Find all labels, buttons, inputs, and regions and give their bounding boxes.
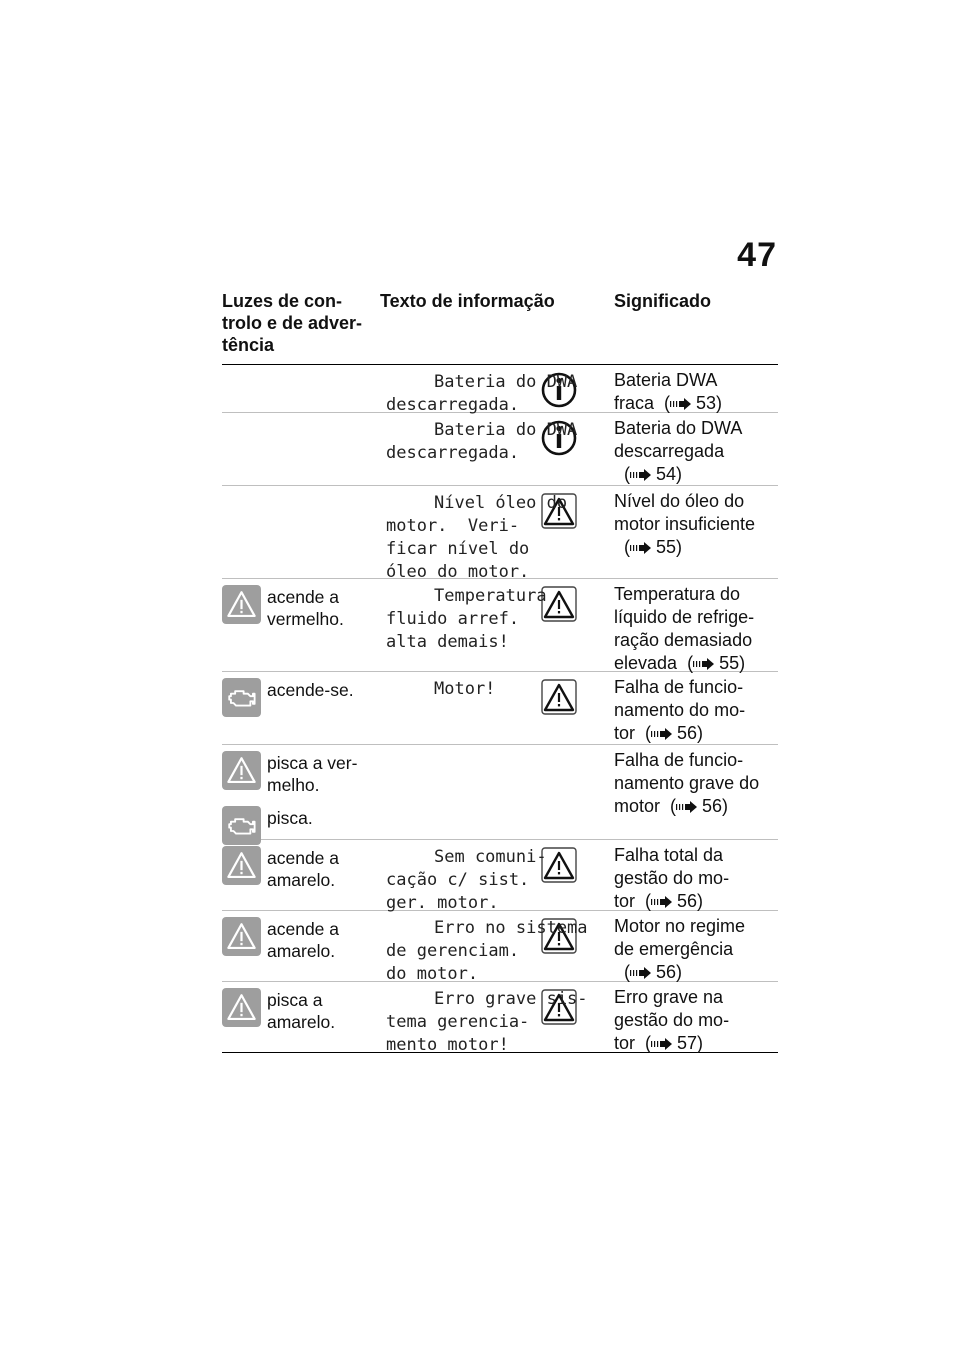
lamp-cell [222,840,380,910]
page-reference-arrow-icon [651,896,673,908]
info-text-cell [380,486,614,582]
page-reference-arrow-icon [630,967,652,979]
page-reference-number: 56) [656,962,683,982]
header-info-text: Texto de informação [380,291,555,311]
lamp-status-text: pisca a ver- melho. [267,753,358,795]
page-reference-number: 56) [702,796,729,816]
meaning-cell [614,579,778,671]
page-reference[interactable]: ( 56) [660,796,729,816]
meaning-text: Bateria DWA fraca [614,370,718,413]
info-text-cell [380,579,614,671]
meaning-text: Nível do óleo do motor insuficiente [614,491,756,534]
lamp-entry [222,982,380,1033]
page-reference-number: 57) [677,1033,704,1053]
table-row [222,579,778,672]
meaning-cell [614,365,778,412]
warning-lights-table [222,290,778,1053]
meaning-cell [614,911,778,981]
table-body [222,365,778,1053]
table-row [222,672,778,745]
lamp-cell [222,413,380,485]
info-text-cell [380,745,614,839]
table-row [222,911,778,982]
warning-lamp-icon [222,988,261,1027]
engine-lamp-icon [222,678,261,717]
warning-lamp-icon [222,585,261,624]
page-reference-number: 56) [677,723,704,743]
table-row [222,365,778,413]
info-text-cell [380,840,614,913]
info-message: Nível óleo do motor. Veri- ficar nível do óleo do motor. [386,493,568,582]
lamp-cell [222,672,380,744]
meaning-cell [614,486,778,578]
page-reference[interactable]: ( 54) [614,464,683,484]
info-text-cell [380,911,614,984]
page-reference-arrow-icon [630,542,652,554]
page-reference[interactable]: ( 56) [635,723,704,743]
lamp-cell [222,579,380,671]
info-text-cell [380,365,614,415]
page-reference[interactable]: ( 57) [635,1033,704,1053]
page-reference[interactable]: ( 53) [654,393,723,413]
lamp-status-text: acende a vermelho. [267,587,344,629]
page-reference[interactable]: ( 55) [614,537,683,557]
lamp-entry [222,672,380,717]
page-reference-number: 56) [677,891,704,911]
lamp-entry [222,911,380,962]
meaning-text: Erro grave na gestão do mo- tor [614,987,730,1053]
table-row [222,486,778,582]
lamp-cell [222,365,380,412]
info-text-cell [380,672,614,744]
lamp-status-text: acende a amarelo. [267,919,340,961]
lamp-status-text: pisca a amarelo. [267,990,336,1032]
meaning-text: Bateria do DWA descarregada [614,418,743,461]
warning-lamp-icon [222,751,261,790]
info-message: Erro no sistema de gerenciam. do motor. [386,918,588,984]
warning-lamp-icon [222,846,261,885]
lamp-entry [222,840,380,891]
table-row [222,745,778,840]
lamp-status-text: acende a amarelo. [267,848,340,890]
info-text-cell [380,413,614,485]
page-reference-arrow-icon [630,469,652,481]
lamp-cell [222,486,380,578]
warning-icon [540,676,578,718]
info-text-cell [380,982,614,1055]
meaning-cell [614,745,778,839]
page-reference-arrow-icon [693,658,715,670]
page-reference[interactable]: ( 56) [635,891,704,911]
lamp-status-text: pisca. [267,808,313,828]
lamp-cell [222,911,380,981]
info-message: Temperatura fluido arref. alta demais! [386,586,547,652]
lamp-status-text: acende-se. [267,680,354,700]
table-row [222,982,778,1053]
lamp-entry [222,800,380,845]
lamp-cell [222,745,380,839]
meaning-text: Falha de funcio- namento grave do motor [614,750,760,816]
meaning-cell [614,413,778,485]
page-reference-arrow-icon [676,801,698,813]
page-reference[interactable]: ( 55) [677,653,746,673]
table-header [222,290,778,365]
info-message: Motor! [434,679,496,699]
meaning-text: Motor no regime de emergência [614,916,746,959]
warning-lamp-icon [222,917,261,956]
meaning-text: Temperatura do líquido de refrige- ração demasiado elevada [614,584,755,673]
page-reference[interactable]: ( 56) [614,962,683,982]
header-meaning: Significado [614,291,712,311]
meaning-cell [614,982,778,1052]
info-message: Bateria do DWA descarregada. [386,372,578,415]
info-message: Sem comuni- cação c/ sist. ger. motor. [386,847,547,913]
header-lamps: Luzes de con- trolo e de adver- tência [222,291,363,355]
table-row [222,840,778,911]
meaning-text: Falha total da gestão do mo- tor [614,845,730,911]
table-row [222,413,778,486]
page-reference-number: 55) [656,537,683,557]
page-reference-number: 53) [696,393,723,413]
page-reference-number: 55) [719,653,746,673]
lamp-entry [222,745,380,796]
info-message: Bateria do DWA descarregada. [386,420,578,463]
page-reference-arrow-icon [670,398,692,410]
page-reference-number: 54) [656,464,683,484]
meaning-text: Falha de funcio- namento do mo- tor [614,677,746,743]
meaning-cell [614,840,778,910]
meaning-cell [614,672,778,744]
page-number: 47 [737,236,777,274]
page-reference-arrow-icon [651,728,673,740]
lamp-entry [222,579,380,630]
info-message [380,750,387,751]
info-message: Erro grave sis- tema gerencia- mento motor! [386,989,588,1055]
lamp-cell [222,982,380,1052]
page-reference-arrow-icon [651,1038,673,1050]
